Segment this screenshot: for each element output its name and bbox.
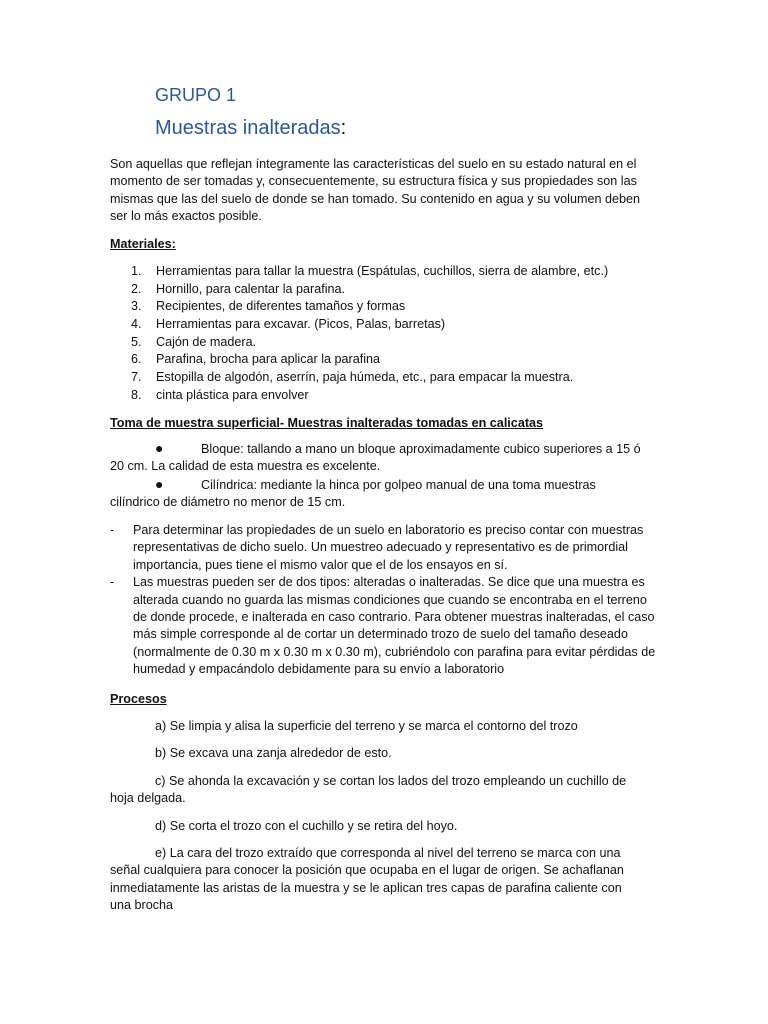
bullet-icon: ● bbox=[155, 476, 164, 492]
section-heading bbox=[155, 117, 347, 139]
list-item: 1. Herramientas para tallar la muestra (Espátulas, cuchillos, sierra de alambre, etc.) bbox=[131, 264, 609, 278]
list-item: 7. Estopilla de algodón, aserrín, paja húmeda, etc., para empacar la muestra. bbox=[131, 370, 574, 385]
proceso-a: a) Se limpia y alisa la superficie del terreno y se marca el contorno del trozo bbox=[155, 719, 578, 733]
list-item: 4. Herramientas para excavar. (Picos, Palas, barretas) bbox=[131, 317, 446, 332]
proceso-e: e) La cara del trozo extraído que corresponda al nivel del terreno se marca con una señal cualquiera para conocer la posición que ocupaba en el lugar de origen. Se achaflanan inmediatamente las aristas de la muestra y se le aplican tres capas de parafina caliente con una brocha bbox=[110, 846, 624, 913]
proceso-d: d) Se corta el trozo con el cuchillo y se retira del hoyo. bbox=[155, 819, 458, 833]
section-heading-colon: : bbox=[340, 117, 347, 139]
proceso-b: b) Se excava una zanja alrededor de esto. bbox=[155, 746, 392, 760]
list-item: 3. Recipientes, de diferentes tamaños y formas bbox=[131, 299, 406, 314]
intro-paragraph: Son aquellas que reflejan íntegramente las características del suelo en su estado natural en el momento de ser tomadas y, consecuentemente, su estructura física y sus propiedades son las mismas que las del suelo de donde se han tomado. Su contenido en agua y su volumen deben ser lo más exactos posible. bbox=[110, 157, 640, 224]
list-item: 8. cinta plástica para envolver bbox=[131, 387, 309, 402]
bullet-item-bloque: ● Bloque: tallando a mano un bloque aproximadamente cubico superiores a 15 ó 20 cm. La calidad de esta muestra es excelente. bbox=[110, 440, 641, 474]
list-item: 2. Hornillo, para calentar la parafina. bbox=[131, 281, 346, 296]
bullet-icon: ● bbox=[155, 440, 164, 456]
list-item: - Las muestras pueden ser de dos tipos: alteradas o inalteradas. Se dice que una muestra es alterada cuando no guarda las mismas condiciones que cuando se encontraba en el terreno de donde procede, e inalterada en caso contrario. Para obtener muestras inalteradas, el caso más simple corresponde al de cortar un determinado trozo de suelo del tamaño deseado (normalmente de 0.30 m x 0.30 m x 0.30 m), cubriéndolo con parafina para evitar pérdidas de humedad y empacándolo debidamente para su envío a laboratorio bbox=[110, 575, 656, 677]
list-item: 5. Cajón de madera. bbox=[131, 334, 257, 349]
group-title: GRUPO 1 bbox=[155, 85, 237, 105]
list-item: 6. Parafina, brocha para aplicar la parafina bbox=[131, 352, 381, 367]
bullet-item-cilindrica: ● Cilíndrica: mediante la hinca por golpeo manual de una toma muestras cilíndrico de diámetro no menor de 15 cm. bbox=[110, 476, 596, 510]
list-item: - Para determinar las propiedades de un suelo en laboratorio es preciso contar con muestras representativas de dicho suelo. Un muestreo adecuado y representativo es de primordial importancia, pues tiene el mismo valor que el de los ensayos en sí. bbox=[110, 523, 644, 572]
procesos-heading: Procesos bbox=[110, 692, 167, 706]
section-heading-text: Muestras inalteradas bbox=[155, 117, 341, 139]
materiales-list bbox=[110, 263, 660, 405]
materiales-heading: Materiales: bbox=[110, 237, 176, 251]
toma-heading: Toma de muestra superficial- Muestras inalteradas tomadas en calicatas bbox=[110, 416, 544, 430]
dash-list bbox=[110, 522, 660, 679]
proceso-c: c) Se ahonda la excavación y se cortan los lados del trozo empleando un cuchillo de hoja delgada. bbox=[110, 774, 627, 806]
